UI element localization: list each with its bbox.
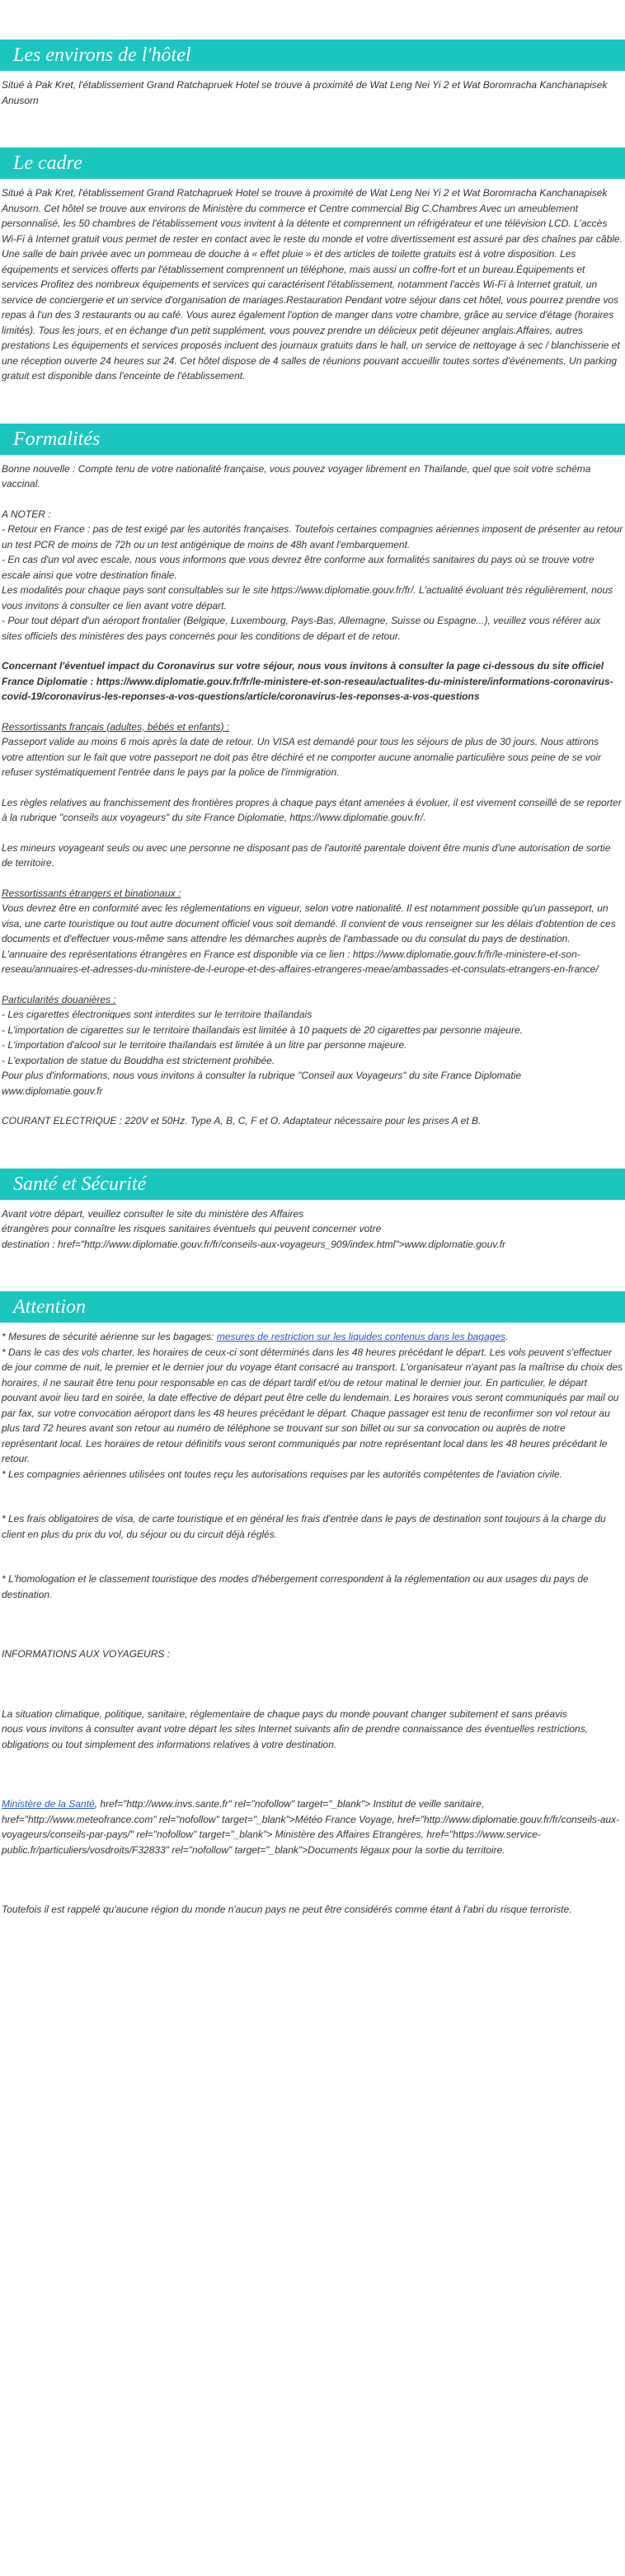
customs-line: - L'importation de cigarettes sur le territoire thaïlandais est limitée à 10 paquets de 20 cigarettes par personne majeure. (2, 1023, 523, 1036)
links-text (2, 1796, 623, 1857)
customs-line: - L'importation d'alcool sur le territoire thaïlandais est limitée à un litre par personne majeure. (2, 1039, 407, 1051)
note-heading: A NOTER : (2, 508, 51, 520)
homologation-text: * L'homologation et le classement touristique des modes d'hébergement correspondent à la réglementation ou aux usages du pays de destination. (2, 1573, 589, 1600)
climate-line: nous vous invitons à consulter avant votre départ les sites Internet suivants afin de prendre connaissance des éventuelles restrictions, obligations ou tout simplement des informations relatives à votre destination. (2, 1723, 589, 1750)
section-title: Les environs de l'hôtel (0, 40, 625, 71)
section-title: Formalités (0, 424, 625, 455)
foreign-nationals-text: Vous devrez être en conformité avec les réglementations en vigueur, selon votre nationalité. Il est notamment possible qu'un passeport, un visa, une carte touristique ou tout autre document officiel vous soit demandé. Il convient de vous renseigner sur les délais d'obtention de ces documents et d'effectuer vous-même sans attendre les démarches auprès de l'ambassade ou du consulat du pays de destination. (2, 902, 616, 944)
formalities-intro: Bonne nouvelle : Compte tenu de votre nationalité française, vous pouvez voyager librement en Thaïlande, quel que soit votre schéma vaccinal. (2, 462, 591, 489)
foreign-directory-text: L'annuaire des représentations étrangères en France est disponible via ce lien : https://www.diplomatie.gouv.fr/fr/le-ministere-et-son-reseau/annuaires-et-adresses-du-ministere-de-l-europe-et-des-affaires-etrangeres-meae/ambassades-et-consulats-etrangers-en-france/ (2, 948, 599, 975)
surroundings-text: Situé à Pak Kret, l'établissement Grand Ratchapruek Hotel se trouve à proximité de Wat Leng Nei Yi 2 et Wat Boromracha Kanchanapisek Anusorn (2, 79, 608, 106)
covid-notice: Concernant l'éventuel impact du Coronavirus sur votre séjour, nous vous invitons à consulter la page ci-dessous du site officiel France Diplomatie : https://www.diplomatie.gouv.fr/fr/le-ministere-et-son-reseau/actualites-du-ministere/informations-coronavirus-covid-19/coronavirus-les-reponses-a-vos-questions/article/coronavirus-les-reponses-a-vos-questions (2, 660, 613, 702)
section-health-safety (0, 1169, 625, 1253)
info-heading: INFORMATIONS AUX VOYAGEURS : (2, 1648, 171, 1660)
health-ministry-link[interactable]: Ministère de la Santé (2, 1798, 95, 1810)
customs-heading: Particularités douanières : (2, 993, 116, 1005)
borders-text: Les règles relatives au franchissement des frontières propres à chaque pays étant amenées à évoluer, il est vivement conseillé de se reporter à la rubrique "conseils aux voyageurs" du site France Diplomatie, https://www.diplomatie.gouv.fr/. (2, 796, 622, 823)
customs-line: - L'exportation de statue du Bouddha est strictement prohibée. (2, 1054, 275, 1066)
customs-line: - Les cigarettes électroniques sont interdites sur le territoire thaïlandais (2, 1009, 312, 1020)
health-line: Avant votre départ, veuillez consulter le site du ministère des Affaires (2, 1207, 304, 1220)
section-setting (0, 148, 625, 384)
section-title: Santé et Sécurité (0, 1169, 625, 1200)
note-line: - En cas d'un vol avec escale, nous vous informons que vous devrez être conforme aux formalités sanitaires du pays où se trouve votre escale ainsi que votre destination finale. (2, 554, 594, 581)
terror-text: Toutefois il est rappelé qu'aucune région du monde n'aucun pays ne peut être considérés comme étant à l'abri du risque terroriste. (2, 1904, 572, 1915)
security-prefix: * Mesures de sécurité aérienne sur les bagages: (2, 1331, 217, 1342)
electric-info: COURANT ELECTRIQUE : 220V et 50Hz. Type A, B, C, F et O. Adaptateur nécessaire pour les prises A et B. (2, 1115, 482, 1126)
section-attention (0, 1291, 625, 1918)
section-title: Attention (0, 1291, 625, 1323)
companies-text: * Les compagnies aériennes utilisées ont toutes reçu les autorisations requises par les autorités compétentes de l'aviation civile. (2, 1468, 562, 1480)
note-line: - Pour tout départ d'un aéroport frontalier (Belgique, Luxembourg, Pays-Bas, Allemagne, Suisse ou Espagne...), veuillez vous référer aux sites officiels des ministères des pays concernés pour les conditions de départ et de retour. (2, 615, 601, 642)
setting-text: Situé à Pak Kret, l'établissement Grand Ratchapruek Hotel se trouve à proximité de Wat Leng Nei Yi 2 et Wat Boromracha Kanchanapisek Anusorn. Cet hôtel se trouve aux environs de Ministère du commerce et Centre commercial Big C.Chambres Avec un ameublement personnalisé, les 50 chambres de l'établissement vous invitent à la détente et comprennent un réfrigérateur et une télévision LCD. L'accès Wi-Fi à Internet gratuit vous permet de rester en contact avec le reste du monde et votre divertissement est assuré par des chaînes par câble. Une salle de bain privée avec un pommeau de douche à « effet pluie » et des articles de toilette gratuits est à votre disposition. Les équipements et services offerts par l'établissement comprennent un téléphone, mais aussi un coffre-fort et un bureau.Équipements et services Profitez des nombreux équipements et services qui caractérisent l'établissement, notamment l'accès Wi-Fi à Internet gratuit, un service de conciergerie et un service d'organisation de mariages.Restauration Pendant votre séjour dans cet hôtel, vous pourrez prendre vos repas à l'un des 3 restaurants ou au café. Vous aurez également l'option de manger dans votre chambre, grâce au service d'étage (horaires limités). Tous les jours, et en échange d'un petit supplément, vous pouvez prendre un délicieux petit déjeuner anglais.Affaires, autres prestations Les équipements et services proposés incluent des journaux gratuits dans le hall, un service de nettoyage à sec / blanchisserie et une réception ouverte 24 heures sur 24. Cet hôtel dispose de 4 salles de réunions pouvant accueillir toutes sortes d'événements. Un parking gratuit est disponible dans l'enceinte de l'établissement. (2, 187, 623, 382)
french-nationals-text: Passeport valide au moins 6 mois après la date de retour. Un VISA est demandé pour tous les séjours de plus de 30 jours. Nous attirons votre attention sur le fait que votre passeport ne doit pas être déchiré et ne comporter aucune anomalie particulière sous peine de se voir refuser systématiquement l'entrée dans le pays par la police de l'immigration. (2, 736, 602, 778)
charter-text: * Dans le cas des vols charter, les horaires de ceux-ci sont déterminés dans les 48 heures précédant le départ. Les vols peuvent s'effectuer de jour comme de nuit, le premier et le dernier jour du voyage étant consacré au transport. L'organisateur n'ayant pas la maîtrise du choix des horaires, il ne saurait être tenu pour responsable en cas de départ tardif et/ou de retour matinal le dernier jour. En particulier, le départ pouvant avoir lieu tard en soirée, la date effective de départ peut être celle du lendemain. Les horaires vous seront communiqués par mail ou par fax, sur votre convocation aéroport dans les 48 heures précédant le départ. Chaque passager est tenu de reconfirmer son vol retour au plus tard 72 heures avant son retour au numéro de téléphone se trouvant sur son billet ou sur sa convocation ou auprès de notre représentant local. Les horaires de retour définitifs vous seront communiqués par notre représentant local dans les 48 heures précédant le retour. (2, 1346, 623, 1464)
links-rest: , href="http://www.invs.sante.fr" rel="nofollow" target="_blank"> Institut de veille sanitaire, href="http://www.meteofrance.com" rel="nofollow" target="_blank">Météo France Voyage, href="http://www.diplomatie.gouv.fr/fr/conseils-aux-voyageurs/conseils-par-pays/" rel="nofollow" target="_blank"> Ministère des Affaires Etrangères, href="https://www.service-public.fr/particuliers/vosdroits/F32833" rel="nofollow" target="_blank">Documents légaux pour la sortie du territoire. (2, 1798, 620, 1856)
section-title: Le cadre (0, 148, 625, 179)
section-surroundings (0, 40, 625, 108)
foreign-nationals-heading: Ressortissants étrangers et binationaux : (2, 887, 181, 899)
health-line: destination : href="http://www.diplomatie.gouv.fr/fr/conseils-aux-voyageurs_909/index.html">www.diplomatie.gouv.fr (2, 1238, 506, 1250)
security-suffix: . (505, 1331, 509, 1342)
french-nationals-heading: Ressortissants français (adultes, bébés et enfants) : (2, 720, 230, 733)
health-line: étrangères pour connaître les risques sanitaires éventuels qui peuvent concerner votre (2, 1223, 382, 1234)
section-formalities (0, 424, 625, 1129)
fees-text: * Les frais obligatoires de visa, de carte touristique et en général les frais d'entrée dans le pays de destination sont toujours à la charge du client en plus du prix du vol, du séjour ou du circuit déjà réglés. (2, 1513, 606, 1540)
liquid-restrictions-link[interactable]: mesures de restriction sur les liquides contenus dans les bagages (216, 1331, 506, 1342)
note-line: - Retour en France : pas de test exigé par les autorités françaises. Toutefois certaines compagnies aériennes imposent de présenter au retour un test PCR de moins de 72h ou un test antigénique de moins de 48h avant l'embarquement. (2, 523, 623, 550)
customs-line: Pour plus d'informations, nous vous invitons à consulter la rubrique "Conseil aux Voyageurs" du site France Diplomatie www.diplomatie.gouv.fr (2, 1070, 522, 1097)
security-text (2, 1329, 623, 1345)
note-line: Les modalités pour chaque pays sont consultables sur le site https://www.diplomatie.gouv.fr/fr/. L'actualité évoluant très régulièrement, nous vous invitons à consulter ce lien avant votre départ. (2, 584, 613, 611)
minors-text: Les mineurs voyageant seuls ou avec une personne ne disposant pas de l'autorité parentale doivent être munis d'une autorisation de sortie de territoire. (2, 841, 611, 869)
climate-line: La situation climatique, politique, sanitaire, réglementaire de chaque pays du monde pouvant changer subitement et sans préavis (2, 1707, 567, 1720)
